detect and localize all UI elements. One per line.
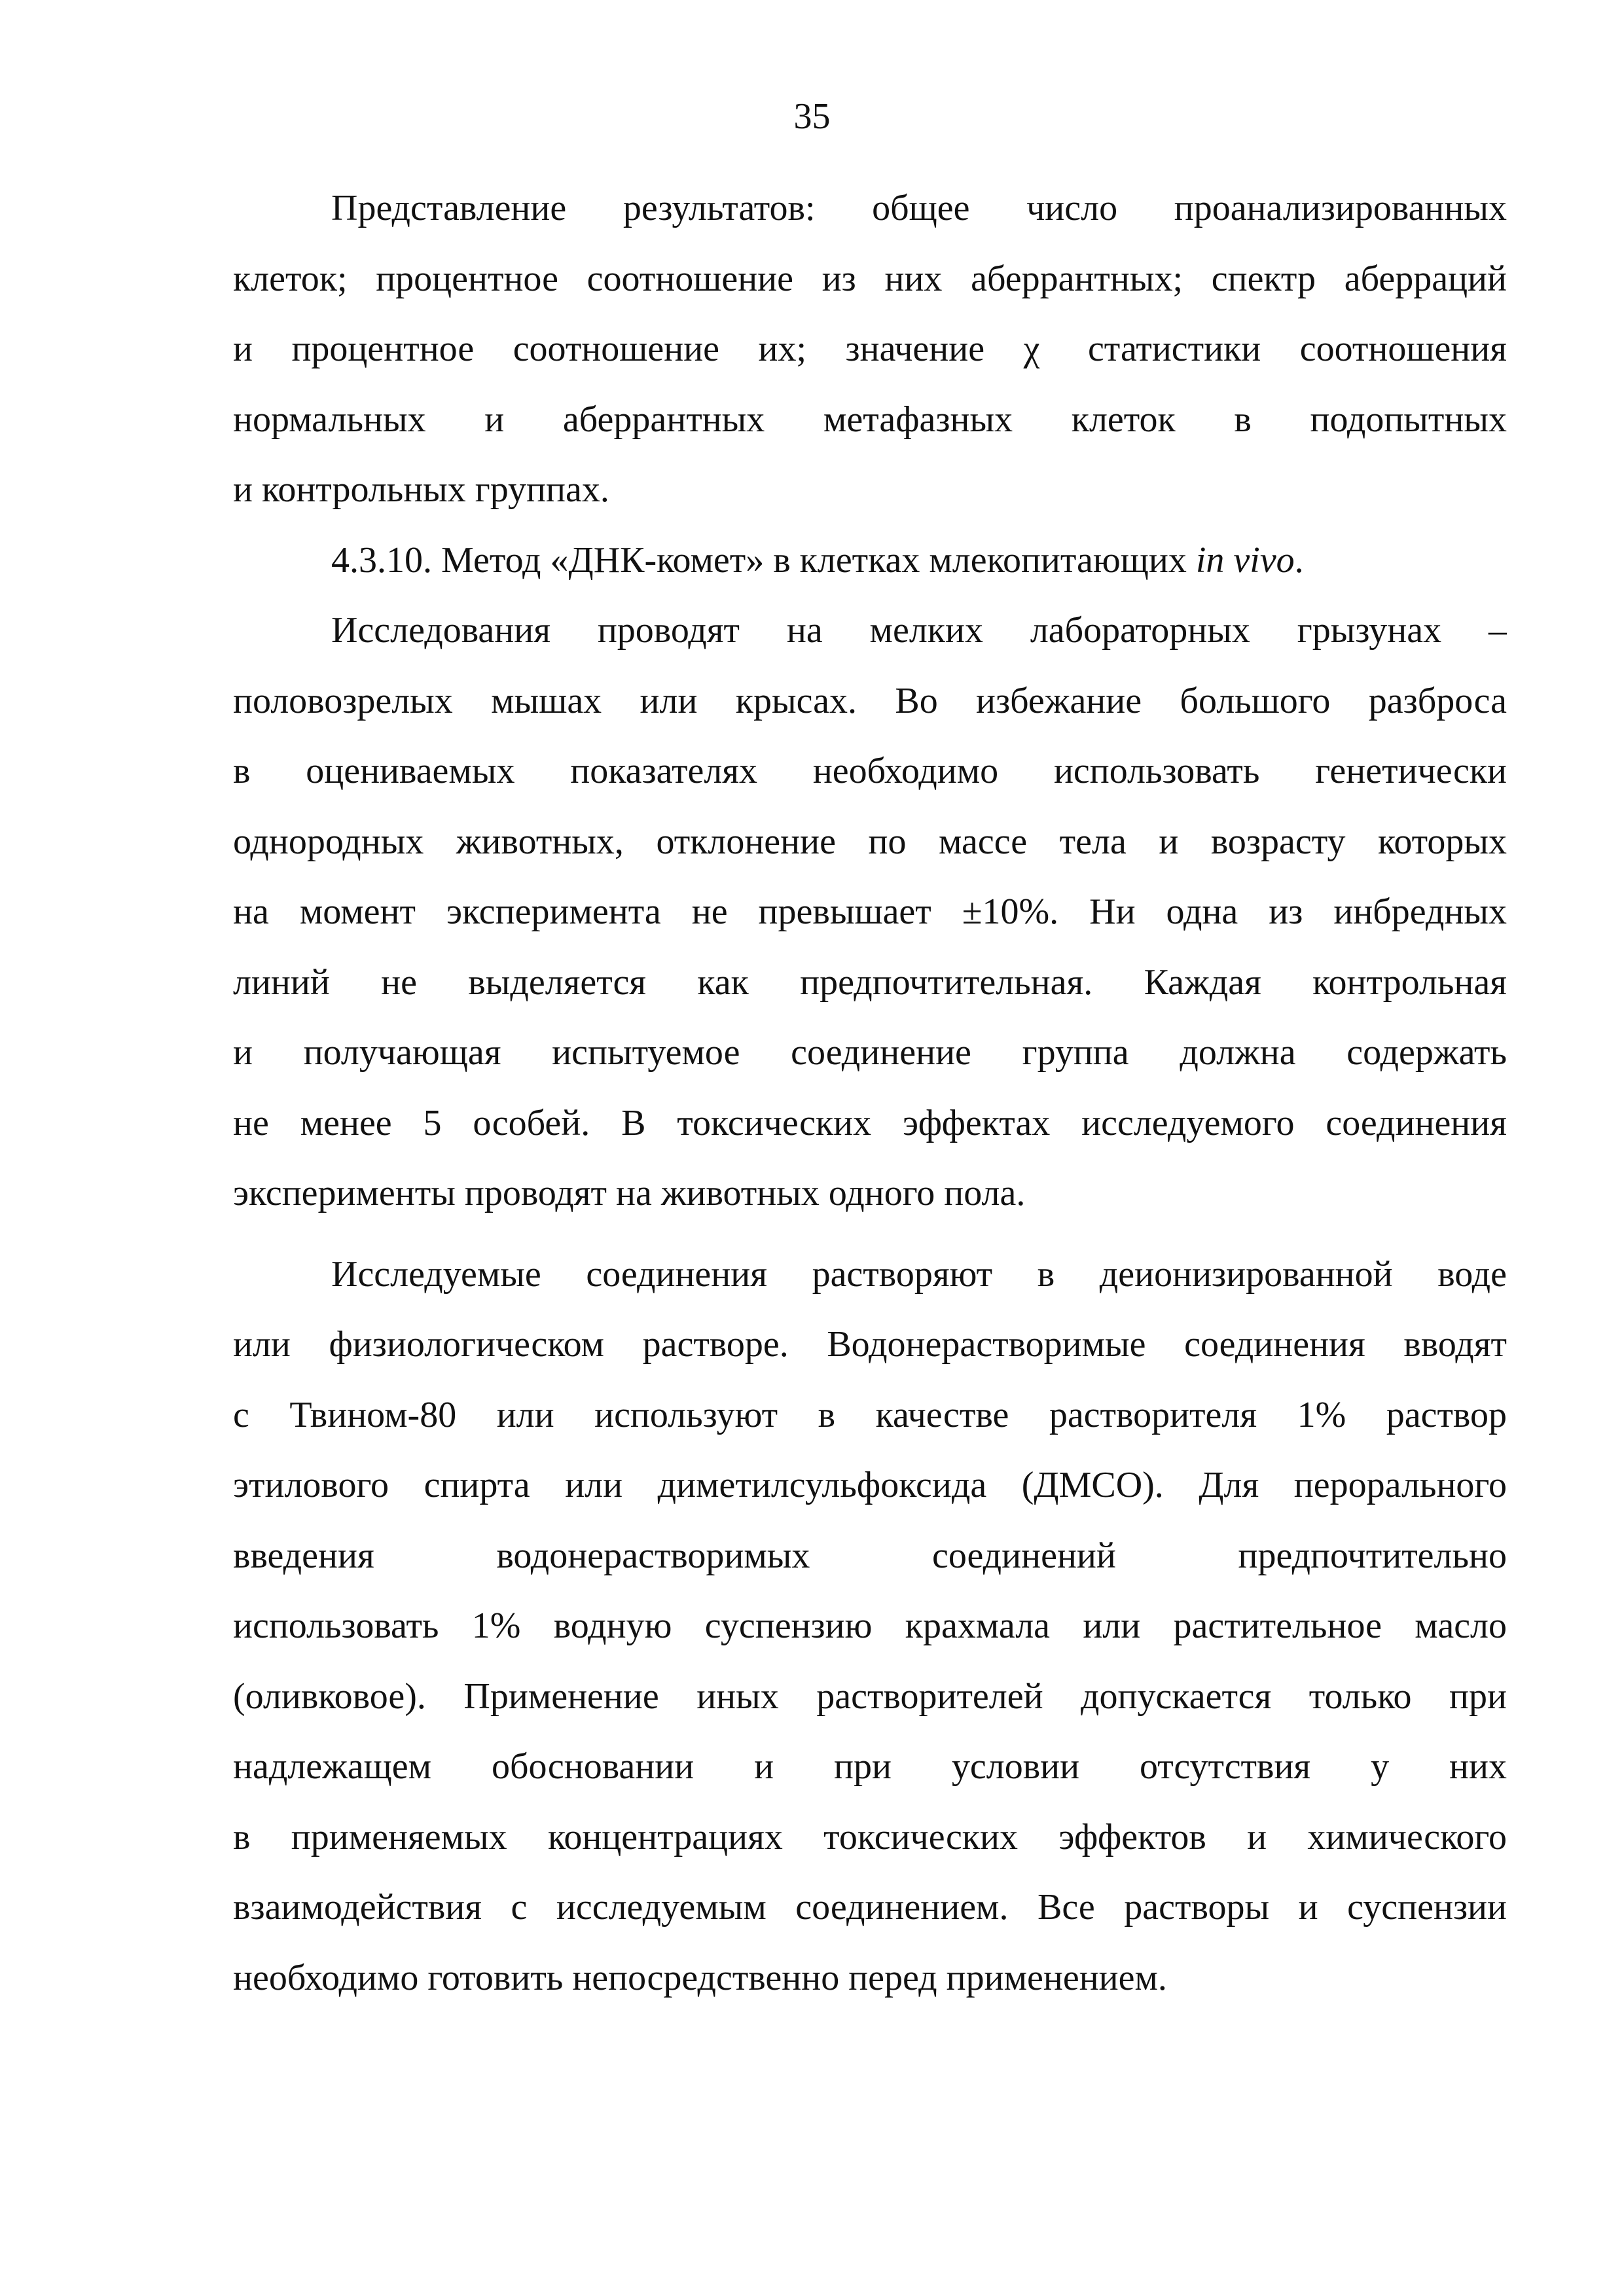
text-line: Представление результатов: общее число проанализированных — [331, 188, 1507, 228]
text-line: или физиологическом растворе. Водонерастворимые соединения вводят — [233, 1324, 1507, 1365]
text-line: Исследования проводят на мелких лабораторных грызунах – — [331, 610, 1507, 651]
text-fragment: статистики соотношения — [1087, 329, 1507, 369]
page-number: 35 — [793, 96, 831, 137]
chi-square-symbol — [1024, 314, 1040, 385]
text-line: эксперименты проводят на животных одного пола. — [233, 1173, 1026, 1213]
text-line: Исследуемые соединения растворяют в деионизированной воде — [331, 1253, 1507, 1295]
text-line: введения водонерастворимых соединений предпочтительно — [233, 1535, 1507, 1576]
section-heading — [233, 526, 1507, 596]
paragraph-study-animals — [233, 596, 1507, 1229]
text-line: (оливковое). Применение иных растворителей допускается только при — [233, 1676, 1507, 1717]
text-line: в оцениваемых показателях необходимо использовать генетически — [233, 751, 1507, 791]
text-line: на момент эксперимента не превышает ±10%. Ни одна из инбредных — [233, 891, 1507, 932]
text-line: линий не выделяется как предпочтительная. Каждая контрольная — [233, 961, 1507, 1003]
text-line: половозрелых мышах или крысах. Во избежание большого разброса — [233, 680, 1507, 721]
text-line: надлежащем обосновании и при условии отсутствия у них — [233, 1746, 1507, 1787]
text-line: и получающая испытуемое соединение группа должна содержать — [233, 1032, 1507, 1073]
text-line: этилового спирта или диметилсульфоксида (ДМСО). Для перорального — [233, 1465, 1507, 1505]
text-line: не менее 5 особей. В токсических эффектах исследуемого соединения — [233, 1102, 1507, 1143]
text-line: однородных животных, отклонение по массе тела и возрасту которых — [233, 821, 1507, 862]
text-line: нормальных и аберрантных метафазных клеток в подопытных — [233, 399, 1507, 440]
text-line — [233, 314, 1507, 385]
text-line: в применяемых концентрациях токсических эффектов и химического — [233, 1816, 1507, 1857]
heading-end: . — [1294, 539, 1304, 581]
heading-text: 4.3.10. Метод «ДНК-комет» в клетках млекопитающих — [331, 539, 1196, 581]
text-line: использовать 1% водную суспензию крахмала или растительное масло — [233, 1605, 1507, 1646]
text-line: необходимо готовить непосредственно перед применением. — [233, 1957, 1167, 1998]
heading-italic: in vivo — [1195, 539, 1295, 581]
paragraph-results-presentation — [233, 173, 1507, 526]
paragraph-gap — [233, 1229, 1507, 1240]
text-fragment: и процентное соотношение их; значение — [233, 329, 985, 369]
paragraph-solvents — [233, 1240, 1507, 2014]
text-line: с Твином-80 или используют в качестве растворителя 1% раствор — [233, 1394, 1507, 1435]
text-line: и контрольных группах. — [233, 469, 609, 510]
text-line: взаимодействия с исследуемым соединением. Все растворы и суспензии — [233, 1887, 1507, 1928]
chi-letter: χ — [1023, 329, 1040, 369]
document-body — [233, 173, 1507, 2013]
text-line: клеток; процентное соотношение из них аберрантных; спектр аберраций — [233, 258, 1507, 299]
